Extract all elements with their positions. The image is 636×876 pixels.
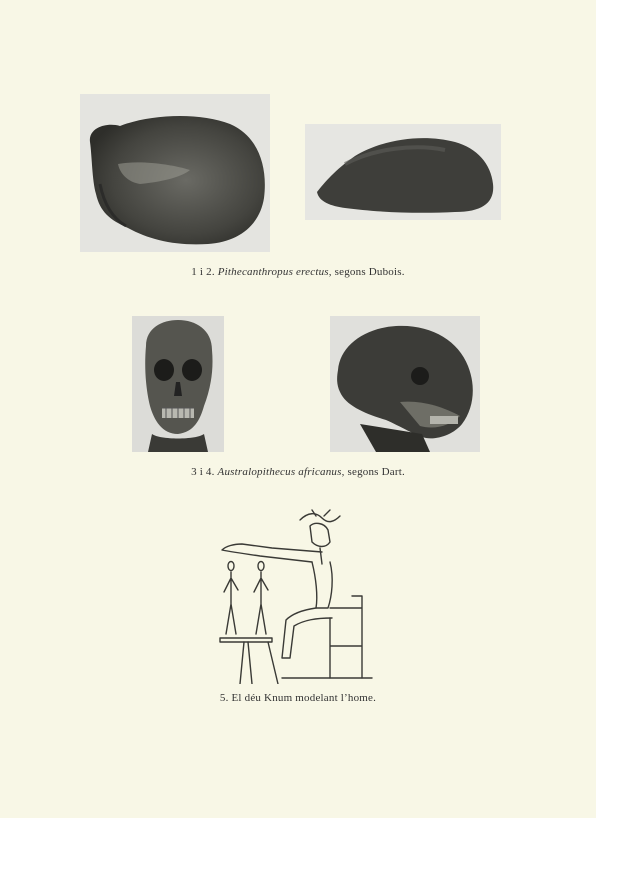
caption-prefix: 1 i 2.: [191, 266, 215, 278]
figure-caption-1-2: [0, 266, 596, 278]
drawing-khnum: [212, 508, 380, 684]
caption-species: Pithecanthropus erectus,: [217, 266, 332, 278]
photo-skullcap-top: [80, 94, 270, 252]
photo-skull-side: [330, 316, 480, 452]
caption-suffix: segons Dubois.: [334, 266, 405, 278]
caption-text: 5. El déu Knum modelant l’home.: [219, 692, 377, 704]
caption-species: Australopithecus africanus,: [217, 466, 345, 478]
photo-skull-front: [132, 316, 224, 452]
caption-prefix: 3 i 4.: [191, 466, 215, 478]
figure-caption-5: [0, 692, 596, 704]
figure-caption-3-4: [0, 466, 596, 478]
caption-suffix: segons Dart.: [347, 466, 405, 478]
photo-skullcap-side: [305, 124, 501, 220]
